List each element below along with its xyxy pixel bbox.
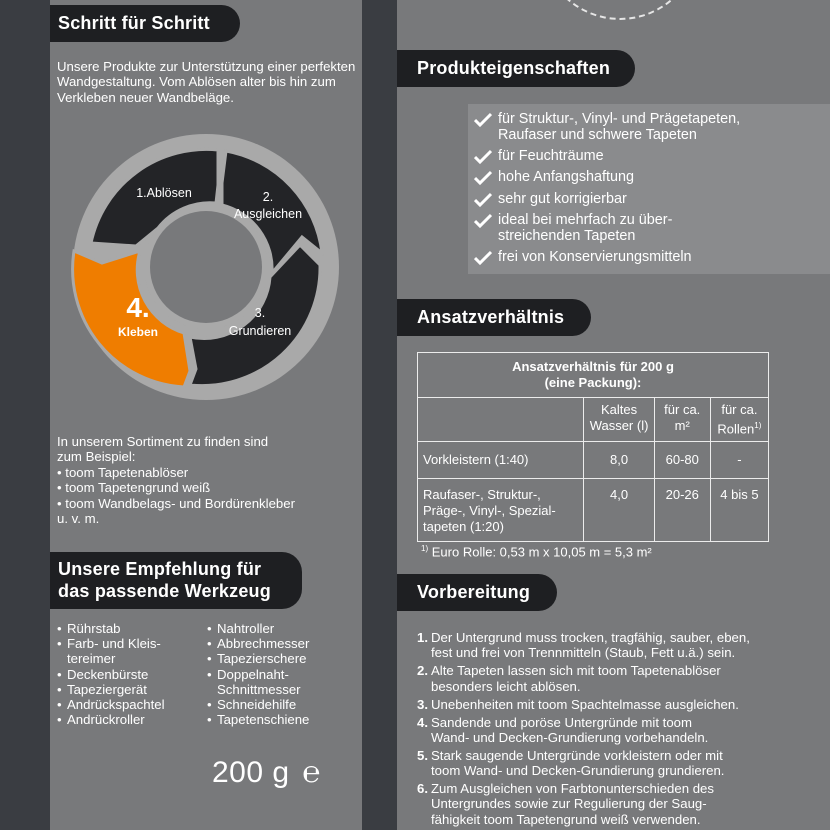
table-cell: 4 bis 5 <box>710 479 768 542</box>
table-header-empty <box>418 398 584 442</box>
column-header-rolls: für ca. Rollen$^{1)}$ <box>710 398 768 442</box>
tool-item: Schnittmesser <box>217 681 301 697</box>
tools-heading-line2: das passende Werkzeug <box>58 580 271 601</box>
tool-item: • Andrückroller <box>57 712 145 728</box>
table-cell: Raufaser-, Struktur-, Präge-, Vinyl-, Spezial- tapeten (1:20) <box>418 479 584 542</box>
range-intro-line2: zum Beispiel: <box>57 449 136 465</box>
preparation-step: 6. Zum Ausgleichen von Farbtonunterschieden des Untergrundes sowie zur Regulierung der Saug- fähigkeit toom Tapetengrund weiß verwenden. <box>417 781 714 827</box>
table-cell: 4,0 <box>584 479 654 542</box>
preparation-steps <box>417 630 827 830</box>
step2-number: 2. <box>262 190 274 204</box>
step3-number: 3. <box>254 306 266 320</box>
table-cell: 20-26 <box>654 479 710 542</box>
preparation-step: 3. Unebenheiten mit toom Spachtelmasse ausgleichen. <box>417 696 739 712</box>
table-header-row <box>418 398 769 442</box>
footnote-text: Euro Rolle: 0,53 m x 10,05 m = 5,3 m² <box>431 544 652 560</box>
preparation-step: 5. Stark saugende Untergründe vorkleistern oder mit toom Wand- und Decken-Grundierung grundieren. <box>417 747 725 779</box>
tool-item: • Abbrechmesser <box>207 636 310 652</box>
step4-number: 4. <box>126 292 150 323</box>
step-by-step-heading-text: Schritt für Schritt <box>58 13 210 33</box>
property-item: für Struktur-, Vinyl- und Prägetapeten, Raufaser und schwere Tapeten <box>474 111 824 143</box>
intro-text: Unsere Produkte zur Unterstützung einer perfekten Wandgestaltung. Vom Ablösen alter bis hin zum Verkleben neuer Wandbeläge. <box>57 59 356 105</box>
preparation-step: 1. Der Untergrund muss trocken, tragfähig, sauber, eben, fest und frei von Trennmitteln (Staub, Fett u.ä.) sein. <box>417 630 750 661</box>
tool-item: • Tapetenschiene <box>207 712 310 728</box>
tools-list-left <box>57 621 207 727</box>
checkmark-icon <box>474 250 492 266</box>
tool-item: • Tapeziergerät <box>57 681 147 697</box>
tool-item: • Farb- und Kleis- <box>57 636 161 652</box>
step4-label: Kleben <box>117 325 159 339</box>
preparation-step: 4. Sandende und poröse Untergründe mit toom Wand- und Decken-Grundierung vorbehandeln. <box>417 714 709 745</box>
table-cell: 8,0 <box>584 442 654 479</box>
column-header-water: Kaltes Wasser (l) <box>584 398 654 442</box>
step3-label: Grundieren <box>228 324 292 338</box>
process-cycle-diagram <box>50 125 362 425</box>
tool-item: • Doppelnaht- <box>207 666 289 682</box>
mixing-ratio-table <box>417 352 769 542</box>
net-weight <box>212 756 321 790</box>
footnote-mark: 1) <box>421 544 429 553</box>
range-item: • toom Wandbelags- und Bordürenkleber <box>57 495 295 511</box>
range-item: • toom Tapetenablöser <box>57 464 189 480</box>
ratio-heading <box>397 299 591 336</box>
cycle-center-inner <box>150 211 262 323</box>
property-item: frei von Konservierungsmitteln <box>474 249 824 266</box>
estimate-mark-icon: ℮ <box>302 756 321 789</box>
step-by-step-heading <box>50 5 240 42</box>
property-item: sehr gut korrigierbar <box>474 191 824 208</box>
step1-label: 1.Ablösen <box>136 186 192 200</box>
checkmark-icon <box>474 149 492 165</box>
property-item: für Feuchträume <box>474 148 824 165</box>
checkmark-icon <box>474 112 492 128</box>
tool-item: • Nahtroller <box>207 621 275 636</box>
property-item: hohe Anfangshaftung <box>474 169 824 186</box>
tools-list-right <box>207 621 357 727</box>
tool-item: • Deckenbürste <box>57 666 149 682</box>
table-title: Ansatzverhältnis für 200 g (eine Packung): <box>418 353 769 398</box>
tools-heading <box>50 552 302 609</box>
product-range <box>57 434 357 526</box>
table-cell: Vorkleistern (1:40) <box>418 442 584 479</box>
properties-heading-text: Produkteigenschaften <box>417 58 611 78</box>
range-item: • toom Tapetengrund weiß <box>57 480 211 496</box>
table-cell: - <box>710 442 768 479</box>
preparation-heading <box>397 574 557 611</box>
table-footnote <box>421 541 821 560</box>
property-item: ideal bei mehrfach zu über- streichenden Tapeten <box>474 212 824 244</box>
checkmark-icon <box>474 192 492 208</box>
ratio-heading-text: Ansatzverhältnis <box>417 307 565 327</box>
preparation-step: 2. Alte Tapeten lassen sich mit toom Tapetenablöser besonders leicht ablösen. <box>417 663 721 694</box>
step2-label: Ausgleichen <box>233 207 303 221</box>
weight-value: 200 g <box>212 756 290 789</box>
tool-item: • Tapezierschere <box>207 651 307 667</box>
checkmark-icon <box>474 170 492 186</box>
table-title-row <box>418 353 769 398</box>
table-cell: 60-80 <box>654 442 710 479</box>
tool-item: tereimer <box>67 651 116 667</box>
properties-heading <box>397 50 635 87</box>
tool-item: • Andrückspachtel <box>57 697 165 713</box>
tool-item: • Rührstab <box>57 621 121 636</box>
range-intro-line1: In unserem Sortiment zu finden sind <box>57 434 269 449</box>
tool-item: • Schneidehilfe <box>207 697 297 713</box>
tools-heading-line1: Unsere Empfehlung für <box>58 559 262 579</box>
column-header-area: für ca. m² <box>654 398 710 442</box>
properties-list <box>474 111 824 270</box>
table-row <box>418 479 769 542</box>
table-row <box>418 442 769 479</box>
preparation-heading-text: Vorbereitung <box>417 582 531 602</box>
range-more: u. v. m. <box>57 511 100 527</box>
checkmark-icon <box>474 213 492 229</box>
